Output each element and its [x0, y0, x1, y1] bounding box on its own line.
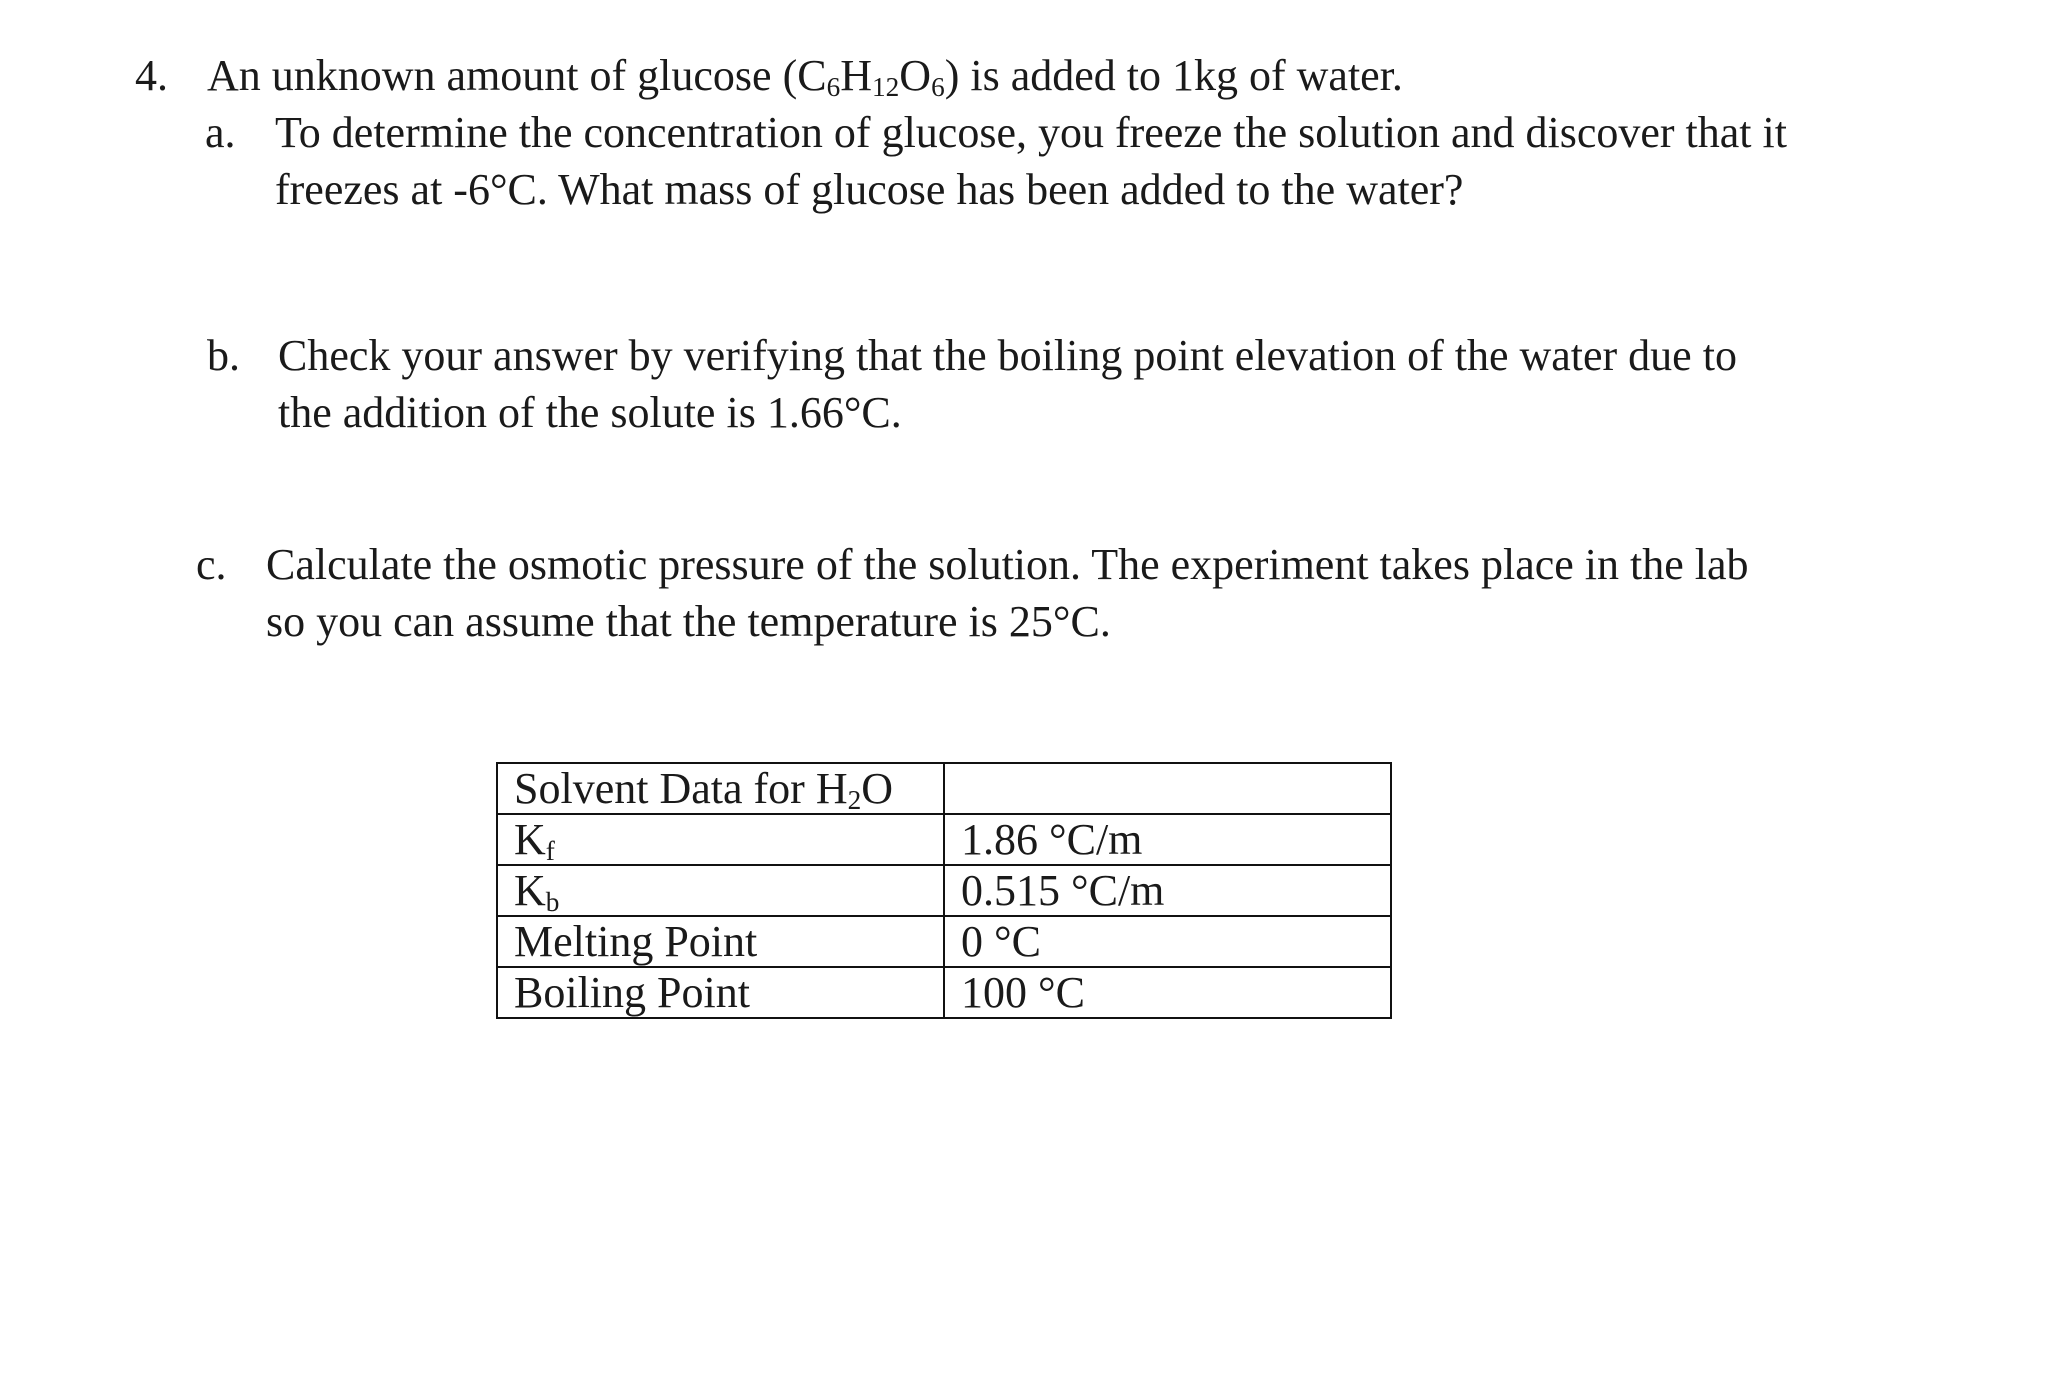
- table-header-row: [497, 763, 1391, 814]
- table-cell-label: Melting Point: [497, 916, 944, 967]
- part-a-text: To determine the concentration of glucose, you freeze the solution and discover that it freezes at -6°C. What mass of glucose has been added to the water?: [275, 108, 1787, 214]
- table-row: [497, 865, 1391, 916]
- table-cell-label: Boiling Point: [497, 967, 944, 1018]
- solvent-data-table: [496, 762, 1392, 1019]
- table-row: [497, 814, 1391, 865]
- table-cell-value: 100 °C: [944, 967, 1391, 1018]
- part-b-text: Check your answer by verifying that the boiling point elevation of the water due to the addition of the solute is 1.66°C.: [278, 331, 1737, 437]
- question-number: 4.: [135, 51, 168, 100]
- table-cell-label: $K_b$: [497, 865, 944, 916]
- table-cell-value: 0 °C: [944, 916, 1391, 967]
- table-header-value: [944, 763, 1391, 814]
- part-c-marker: c.: [196, 540, 227, 589]
- part-a-marker: a.: [205, 108, 236, 157]
- table-header-label: Solvent Data for $H_2O$: [497, 763, 944, 814]
- question-text: An unknown amount of glucose $(C_6H_{12}O_6)$ is added to 1kg of water.: [207, 51, 1403, 102]
- part-c-text: Calculate the osmotic pressure of the solution. The experiment takes place in the lab so you can assume that the temperature is 25°C.: [266, 540, 1749, 646]
- part-b-marker: b.: [207, 331, 240, 380]
- table-cell-value: 1.86 °C/m: [944, 814, 1391, 865]
- table-cell-label: $K_f$: [497, 814, 944, 865]
- table-row: [497, 916, 1391, 967]
- table-cell-value: 0.515 °C/m: [944, 865, 1391, 916]
- table-row: [497, 967, 1391, 1018]
